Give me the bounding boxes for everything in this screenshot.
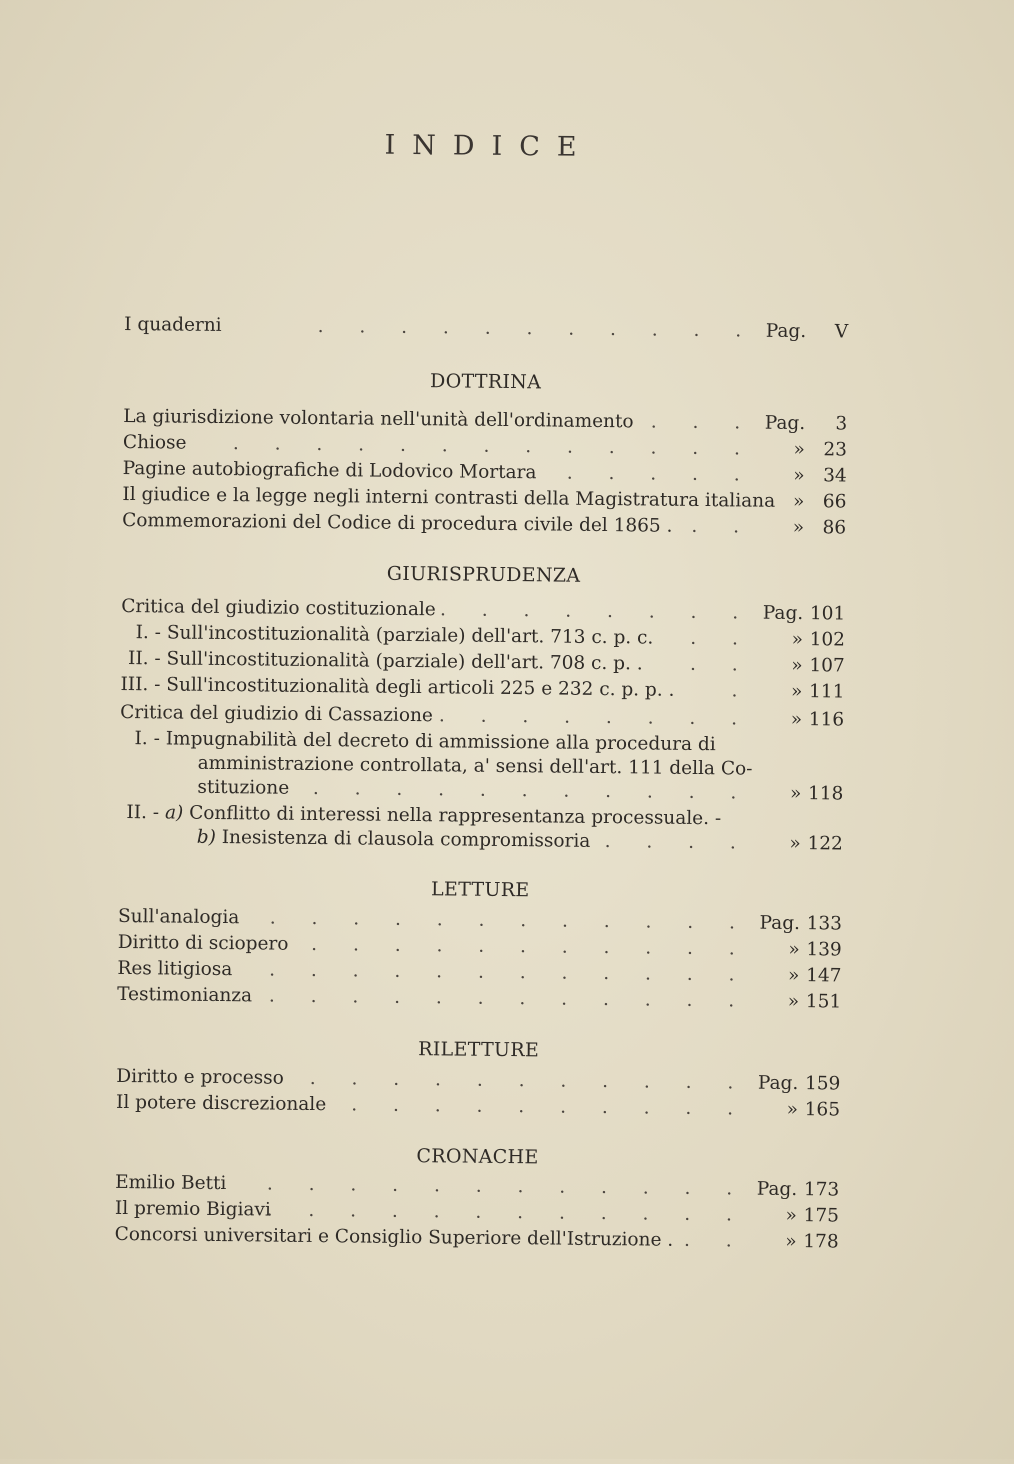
page-number: 165 [804, 1099, 841, 1121]
page-prefix: » [788, 964, 800, 987]
page-prefix: » [791, 628, 804, 651]
leader-dots: . . . . . . . . . . . [309, 1067, 749, 1094]
roman-numeral: III. - [120, 673, 161, 696]
item-letter-b: b) [196, 826, 217, 848]
page-number: 102 [809, 629, 846, 651]
page-number: 139 [806, 939, 842, 961]
page-prefix: » [793, 438, 806, 461]
entry-label: Il giudice e la legge negli interni contrasti della Magistratura italiana [122, 483, 776, 512]
page-number: 173 [803, 1179, 840, 1201]
entry-label: Commemorazioni del Codice di procedura civile del 1865 . [122, 509, 673, 537]
entry-label: Emilio Betti [115, 1171, 227, 1195]
roman-numeral: II. - [127, 648, 161, 670]
page-number: 175 [803, 1205, 840, 1227]
entry-label: Il potere discrezionale [115, 1091, 327, 1116]
entry-label: Sull'incostituzionalità degli articoli 225 e 232 c. p. p. . [166, 674, 675, 701]
page-number: 101 [809, 603, 846, 625]
leader-dots: . . . . . . . . . . . [311, 933, 750, 960]
page-prefix: » [785, 1230, 797, 1253]
page-number: 133 [806, 913, 843, 935]
page-number: 23 [823, 439, 848, 461]
page-number: 178 [803, 1231, 839, 1253]
page-prefix: » [789, 782, 802, 805]
page-number: V [834, 321, 849, 343]
page-number: 107 [809, 655, 845, 677]
page-prefix: » [793, 464, 805, 487]
leader-dots: . . . . . . . . . . . . [268, 985, 750, 1012]
leader-dots: . . . . . . . . . . . . . [232, 433, 756, 460]
entry-label: Pagine autobiografiche di Lodovico Mortara [122, 457, 537, 484]
entry-text [197, 827, 591, 852]
leader-dots: . . . . . . . . . . . . [266, 1173, 748, 1200]
entry-label: Chiose [122, 431, 187, 454]
section-heading-giurisprudenza: GIURISPRUDENZA [386, 562, 581, 587]
entry-label: Sull'incostituzionalità (parziale) dell'art. 713 c. p. c. [166, 622, 654, 649]
leader-dots: . . [689, 653, 753, 676]
entry-label: Il premio Bigiavi [114, 1197, 271, 1221]
entry-label-line2: Inesistenza di clausola compromissoria [221, 827, 591, 852]
page-prefix: » [785, 1204, 798, 1227]
leader-dots: . [731, 680, 753, 702]
roman-numeral: I. - [135, 622, 162, 644]
page-prefix: Pag. [765, 320, 807, 343]
page-prefix: Pag. [764, 412, 806, 435]
page-number: 86 [822, 517, 847, 539]
page-number: 147 [806, 965, 842, 987]
roman-numeral: I. - [134, 728, 160, 750]
section-heading-letture: LETTURE [430, 878, 530, 902]
leader-dots: . . . . . . . . . . . [317, 315, 757, 342]
entry-text [121, 622, 654, 649]
leader-dots: . . . . . . . . . . [351, 1094, 749, 1120]
page-prefix: Pag. [757, 1072, 799, 1095]
entry-label: Res litigiosa [117, 957, 233, 981]
page-prefix: Pag. [756, 1178, 798, 1201]
entry-label-line3: stituzione [197, 776, 290, 799]
page-prefix: » [792, 490, 805, 513]
entry-label: La giurisdizione volontaria nell'unità dell'ordinamento [123, 405, 634, 433]
entry-label: I quaderni [124, 313, 222, 336]
page-number: 111 [808, 681, 845, 703]
leader-dots: . . [691, 515, 755, 538]
leader-dots: . . [683, 1229, 747, 1252]
page-prefix: » [789, 832, 801, 855]
page-title: INDICE [384, 129, 594, 163]
roman-numeral: II. - [126, 802, 160, 824]
page-prefix: Pag. [759, 912, 801, 935]
entry-label: Diritto e processo [116, 1065, 284, 1089]
leader-dots: . . . [650, 411, 756, 434]
entry-label-line2: amministrazione controllata, a' sensi dell'art. 111 della Co- [197, 752, 753, 780]
toc-entry-i-quaderni[interactable] [124, 314, 848, 348]
leader-dots: . . . . . . . . . . . . [269, 959, 750, 986]
entry-label: Testimonianza [117, 983, 253, 1007]
page-number: 118 [807, 783, 844, 805]
entry-label: Critica del giudizio di Cassazione [120, 701, 434, 727]
leader-dots: . . [690, 627, 754, 650]
page-number: 66 [822, 491, 847, 513]
item-letter-a: a) [164, 802, 184, 824]
page-number: 151 [805, 991, 842, 1013]
section-heading-dottrina: DOTTRINA [429, 370, 542, 394]
page-number: 159 [804, 1073, 841, 1095]
entry-text [120, 674, 674, 701]
page-prefix: » [787, 990, 800, 1013]
leader-dots: . . . . . . . . [438, 705, 753, 730]
page-prefix: Pag. [762, 602, 804, 625]
leader-dots: . . . . . . . . [439, 599, 754, 624]
entry-label: Concorsi universitari e Consiglio Superiore dell'Istruzione . [114, 1223, 674, 1251]
page-prefix: » [788, 938, 800, 961]
page-prefix: » [791, 654, 803, 677]
leader-dots: . . . . . . . . . . . [312, 777, 752, 804]
entry-label-line1: Impugnabilità del decreto di ammissione alla procedura di [165, 728, 716, 756]
page-prefix: » [792, 516, 805, 539]
page-prefix: » [790, 708, 803, 731]
page-number: 3 [835, 413, 848, 435]
leader-dots: . . . . [604, 831, 751, 854]
entry-label: Sull'analogia [117, 905, 240, 929]
page-number: 116 [808, 709, 845, 731]
page-prefix: » [790, 680, 803, 703]
entry-label-line1: Conflitto di interessi nella rappresentanza processuale. - [189, 802, 722, 830]
entry-text [121, 648, 643, 674]
section-heading-riletture: RILETTURE [418, 1038, 540, 1062]
entry-label: Critica del giudizio costituzionale [121, 595, 436, 621]
page-number: 34 [823, 465, 847, 487]
leader-dots: . . . . . . . . . . . . [266, 1199, 748, 1226]
page-prefix: » [786, 1098, 799, 1121]
leader-dots: . . . . . . . . . . . . [269, 907, 751, 934]
leader-dots: . . . . . [566, 462, 755, 486]
entry-label: Sull'incostituzionalità (parziale) dell'art. 708 c. p. . [166, 648, 643, 675]
section-heading-cronache: CRONACHE [416, 1145, 539, 1169]
entry-label: Diritto di sciopero [117, 931, 289, 955]
page-number: 122 [807, 833, 843, 855]
